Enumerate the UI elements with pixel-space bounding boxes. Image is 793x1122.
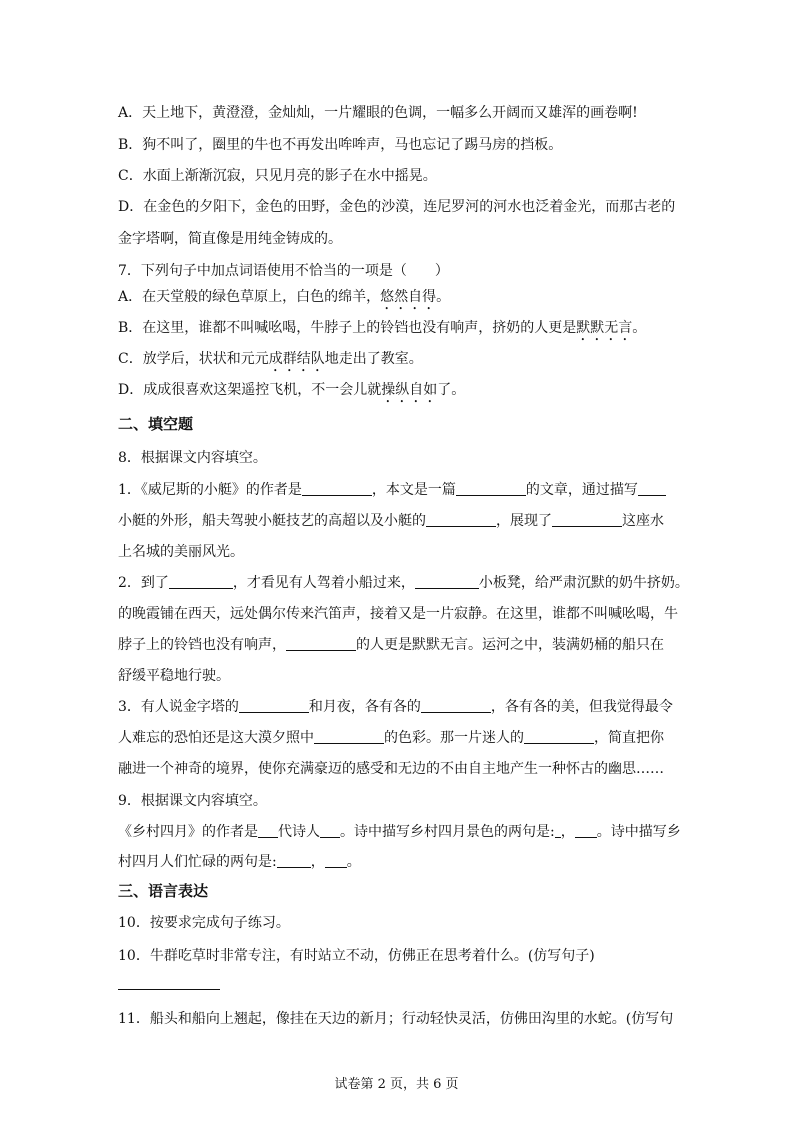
answer-blank[interactable] bbox=[552, 512, 622, 527]
answer-blank[interactable] bbox=[302, 481, 372, 496]
q7-option-a bbox=[118, 287, 678, 313]
q10-answer-line[interactable] bbox=[118, 989, 220, 990]
q8-p1-line3: 上名城的美丽风光。 bbox=[118, 544, 244, 560]
q9-line2 bbox=[118, 852, 678, 872]
q8-p1-text-b: ，本文是一篇 bbox=[371, 482, 456, 498]
q8-p3-text-e: 的色彩。那一片迷人的 bbox=[384, 730, 524, 746]
answer-blank[interactable] bbox=[415, 574, 479, 589]
q8-p1-text-e: ，展现了 bbox=[496, 513, 552, 529]
q7-option-c bbox=[118, 349, 678, 375]
q7-c-end: 地走出了教室。 bbox=[324, 351, 423, 367]
section-2-title: 二、填空题 bbox=[118, 415, 194, 433]
q8-p2-line4: 舒缓平稳地行驶。 bbox=[118, 668, 230, 684]
q8-p3-line3: 融进一个神奇的境界，使你充满豪迈的感受和无边的不由自主地产生一种怀古的幽思…… bbox=[118, 761, 664, 777]
q8-p3-text-c: ，各有各的美，但我觉得最令 bbox=[490, 699, 673, 715]
q8-p1-text-d: 小艇的外形，船夫驾驶小艇技艺的高超以及小艇的 bbox=[118, 513, 426, 529]
q9-text-h: 。 bbox=[346, 854, 361, 870]
q7-a-text: A．在天堂般的绿色草原上，白色的绵羊， bbox=[118, 289, 381, 305]
q8-p1-text-c: 的文章，通过描写 bbox=[525, 482, 638, 498]
q6-option-d-line2: 金字塔啊，简直像是用纯金铸成的。 bbox=[118, 231, 342, 247]
answer-blank[interactable] bbox=[638, 481, 666, 496]
q6-option-c: C．水面上渐渐沉寂，只见月亮的影子在水中摇晃。 bbox=[118, 168, 437, 184]
answer-blank[interactable] bbox=[320, 823, 340, 838]
q8-p2-text-e: 的人更是默默无言。运河之中，装满奶桶的船只在 bbox=[356, 637, 664, 653]
answer-blank[interactable] bbox=[314, 729, 384, 744]
q8-p2-text-a: 2．到了 bbox=[118, 575, 169, 591]
q7-c-dotted-word: 成群结队 bbox=[268, 351, 325, 367]
section-3-title: 三、语言表达 bbox=[118, 882, 209, 900]
answer-blank[interactable] bbox=[277, 853, 311, 868]
q8-p1-text-f: 这座水 bbox=[622, 513, 664, 529]
answer-blank[interactable] bbox=[325, 853, 347, 868]
q8-p2-text-d: 脖子上的铃铛也没有响声， bbox=[118, 637, 286, 653]
q8-stem: 8．根据课文内容填空。 bbox=[118, 450, 267, 466]
q9-text-d: ， bbox=[560, 824, 575, 840]
q7-stem: 7．下列句子中加点词语使用不恰当的一项是（ ） bbox=[118, 263, 449, 279]
q6-option-d-line1: D．在金色的夕阳下，金色的田野，金色的沙漠，连尼罗河的河水也泛着金光，而那古老的 bbox=[118, 199, 676, 215]
q9-text-b: 代诗人 bbox=[278, 824, 320, 840]
q8-p3-text-f: ，简直把你 bbox=[594, 730, 664, 746]
q9-line1 bbox=[118, 822, 681, 842]
q7-d-text: D．成成很喜欢这架遥控飞机，不一会儿就 bbox=[118, 382, 382, 398]
q7-b-text: B．在这里，谁都不叫喊吆喝，牛脖子上的铃铛也没有响声，挤奶的人更是 bbox=[118, 320, 577, 336]
answer-blank[interactable] bbox=[258, 823, 278, 838]
answer-blank[interactable] bbox=[524, 729, 594, 744]
q7-option-d bbox=[118, 380, 678, 406]
q9-stem: 9．根据课文内容填空。 bbox=[118, 793, 267, 809]
q7-b-end: 。 bbox=[632, 320, 647, 336]
q9-text-g: ， bbox=[310, 854, 325, 870]
q9-text-c: 。诗中描写乡村四月景色的两句是: bbox=[340, 824, 555, 840]
q8-p2-text-b: ，才看见有人驾着小船过来， bbox=[232, 575, 415, 591]
q7-a-end: 。 bbox=[436, 289, 451, 305]
q7-d-end: 了。 bbox=[437, 382, 466, 398]
q9-text-a: 《乡村四月》的作者是 bbox=[118, 824, 258, 840]
q6-option-b: B．狗不叫了，圈里的牛也不再发出哞哞声，马也忘记了踢马房的挡板。 bbox=[118, 137, 563, 153]
answer-blank[interactable] bbox=[426, 512, 496, 527]
answer-blank[interactable] bbox=[421, 698, 491, 713]
q8-p3-text-b: 和月夜，各有各的 bbox=[308, 699, 421, 715]
q7-b-dotted-word: 默默无言 bbox=[576, 320, 633, 336]
q11-item: 11．船头和船向上翘起，像挂在天边的新月；行动轻快灵活，仿佛田沟里的水蛇。(仿写句 bbox=[118, 1011, 674, 1027]
q10-item: 10．牛群吃草时非常专注，有时站立不动，仿佛正在思考着什么。(仿写句子) bbox=[118, 948, 595, 964]
q7-d-dotted-word: 操纵自如 bbox=[381, 382, 438, 398]
q9-text-f: 村四月人们忙碌的两句是: bbox=[118, 854, 277, 870]
q8-p2-line3 bbox=[118, 635, 678, 655]
q8-p1-text-a: 1．《威尼斯的小艇》的作者是 bbox=[118, 482, 302, 498]
q8-p1-line1 bbox=[118, 480, 678, 500]
answer-blank[interactable] bbox=[575, 823, 597, 838]
q8-p2-text-c: 小板凳，给严肃沉默的奶牛挤奶。 bbox=[478, 575, 689, 591]
q10-stem: 10．按要求完成句子练习。 bbox=[118, 915, 290, 931]
q8-p3-line1 bbox=[118, 697, 678, 717]
q8-p2-line2: 的晚霞铺在西天，远处偶尔传来汽笛声，接着又是一片寂静。在这里，谁都不叫喊吆喝，牛 bbox=[118, 606, 678, 622]
page-footer: 试卷第 2 页，共 6 页 bbox=[334, 1077, 459, 1092]
q7-option-b bbox=[118, 318, 678, 344]
q8-p3-line2 bbox=[118, 728, 678, 748]
answer-blank[interactable] bbox=[456, 481, 526, 496]
answer-blank[interactable] bbox=[286, 636, 356, 651]
q8-p3-text-a: 3．有人说金字塔的 bbox=[118, 699, 239, 715]
q7-a-dotted-word: 悠然自得 bbox=[380, 289, 437, 305]
q9-text-e: 。诗中描写乡 bbox=[596, 824, 681, 840]
q8-p2-line1 bbox=[118, 573, 689, 593]
q6-option-a: A．天上地下，黄澄澄，金灿灿，一片耀眼的色调，一幅多么开阔而又雄浑的画卷啊! bbox=[118, 105, 638, 121]
q8-p1-line2 bbox=[118, 511, 678, 531]
answer-blank[interactable] bbox=[239, 698, 309, 713]
answer-blank[interactable] bbox=[169, 574, 233, 589]
q7-c-text: C．放学后，状状和元元 bbox=[118, 351, 269, 367]
q8-p3-text-d: 人难忘的恐怕还是这大漠夕照中 bbox=[118, 730, 314, 746]
